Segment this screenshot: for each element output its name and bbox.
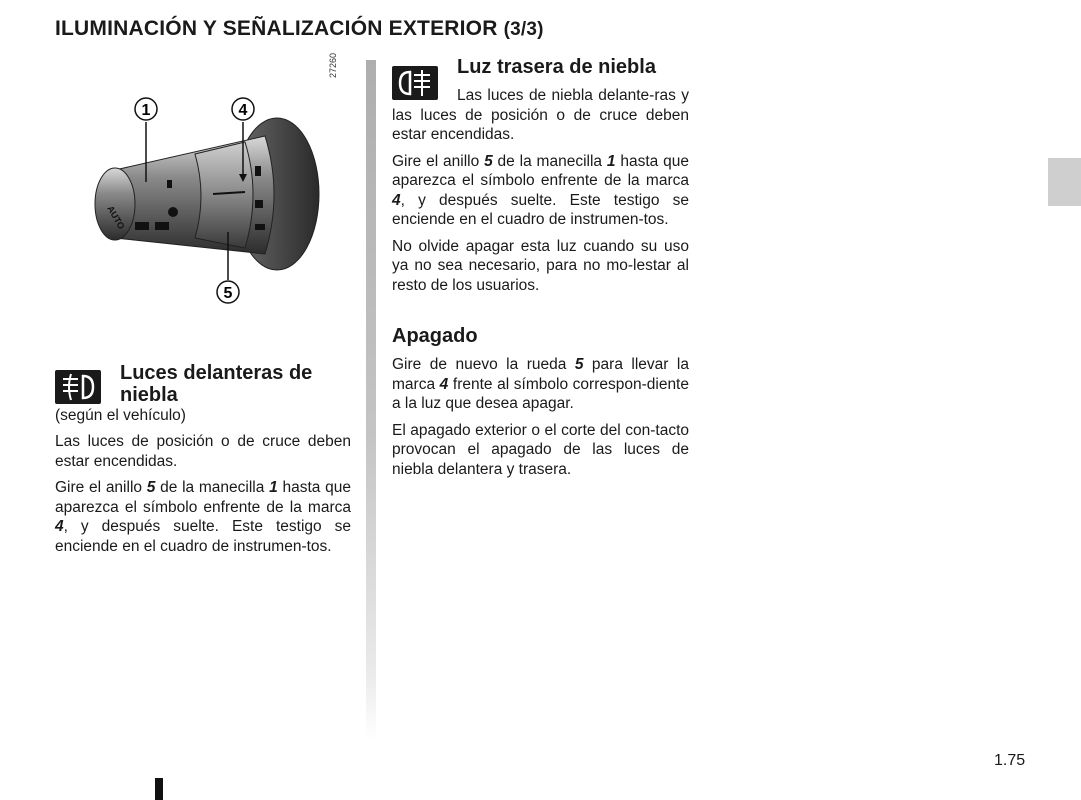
- svg-text:4: 4: [238, 102, 248, 119]
- rear-fog-p2: Gire el anillo 5 de la manecilla 1 hasta que aparezca el símbolo enfrente de la marca 4, y después suelte. Este testigo se enciende en el cuadro de instrumen-tos.: [392, 152, 689, 228]
- front-fog-heading: [55, 362, 351, 406]
- bottom-edge-mark: [155, 778, 163, 800]
- off-title: Apagado: [392, 325, 478, 347]
- stalk-illustration: [55, 62, 355, 322]
- callout-1: [135, 98, 157, 120]
- callout-5: [217, 281, 239, 303]
- front-fog-title: Luces delanteras de niebla: [120, 362, 313, 406]
- rear-fog-section: [392, 56, 689, 486]
- page-number: 1.75: [994, 752, 1026, 769]
- column-divider: [366, 60, 376, 740]
- front-fog-p2: Gire el anillo 5 de la manecilla 1 hasta que aparezca el símbolo enfrente de la marca 4, y después suelte. Este testigo se enciende en el cuadro de instrumen-tos.: [55, 479, 351, 555]
- front-fog-note: (según el vehículo): [55, 407, 186, 424]
- rear-fog-title: Luz trasera de niebla: [457, 56, 656, 78]
- figure-code: 27260: [328, 52, 338, 78]
- stalk-drawing: [55, 62, 355, 322]
- callout-4: [232, 98, 254, 120]
- svg-text:5: 5: [223, 285, 233, 302]
- page-title: [55, 17, 544, 41]
- rear-fog-p3: No olvide apagar esta luz cuando su uso ya no sea necesario, para no mo-lestar al resto de los usuarios.: [392, 237, 689, 294]
- front-fog-section: [55, 362, 351, 563]
- auto-knob-label: AUTO: [105, 204, 127, 231]
- rear-fog-heading: [392, 56, 689, 104]
- section-tab-marker: [1048, 158, 1081, 206]
- rear-fog-p1: Las luces de niebla delante-ras y las luces de posición o de cruce deben estar encendidas.: [392, 87, 689, 143]
- off-p2: El apagado exterior o el corte del con-tacto provocan el apagado de las luces de niebla delantera y trasera.: [392, 421, 689, 478]
- svg-text:1: 1: [141, 102, 151, 119]
- front-fog-p1: Las luces de posición o de cruce deben estar encendidas.: [55, 433, 351, 470]
- front-fog-icon: [55, 370, 101, 404]
- off-p1: Gire de nuevo la rueda 5 para llevar la marca 4 frente al símbolo correspon-diente a la luz que desea apagar.: [392, 356, 689, 412]
- page-title-part: (3/3): [503, 19, 544, 40]
- page-title-text: ILUMINACIÓN Y SEÑALIZACIÓN EXTERIOR: [55, 17, 498, 40]
- rear-fog-icon: [392, 66, 438, 100]
